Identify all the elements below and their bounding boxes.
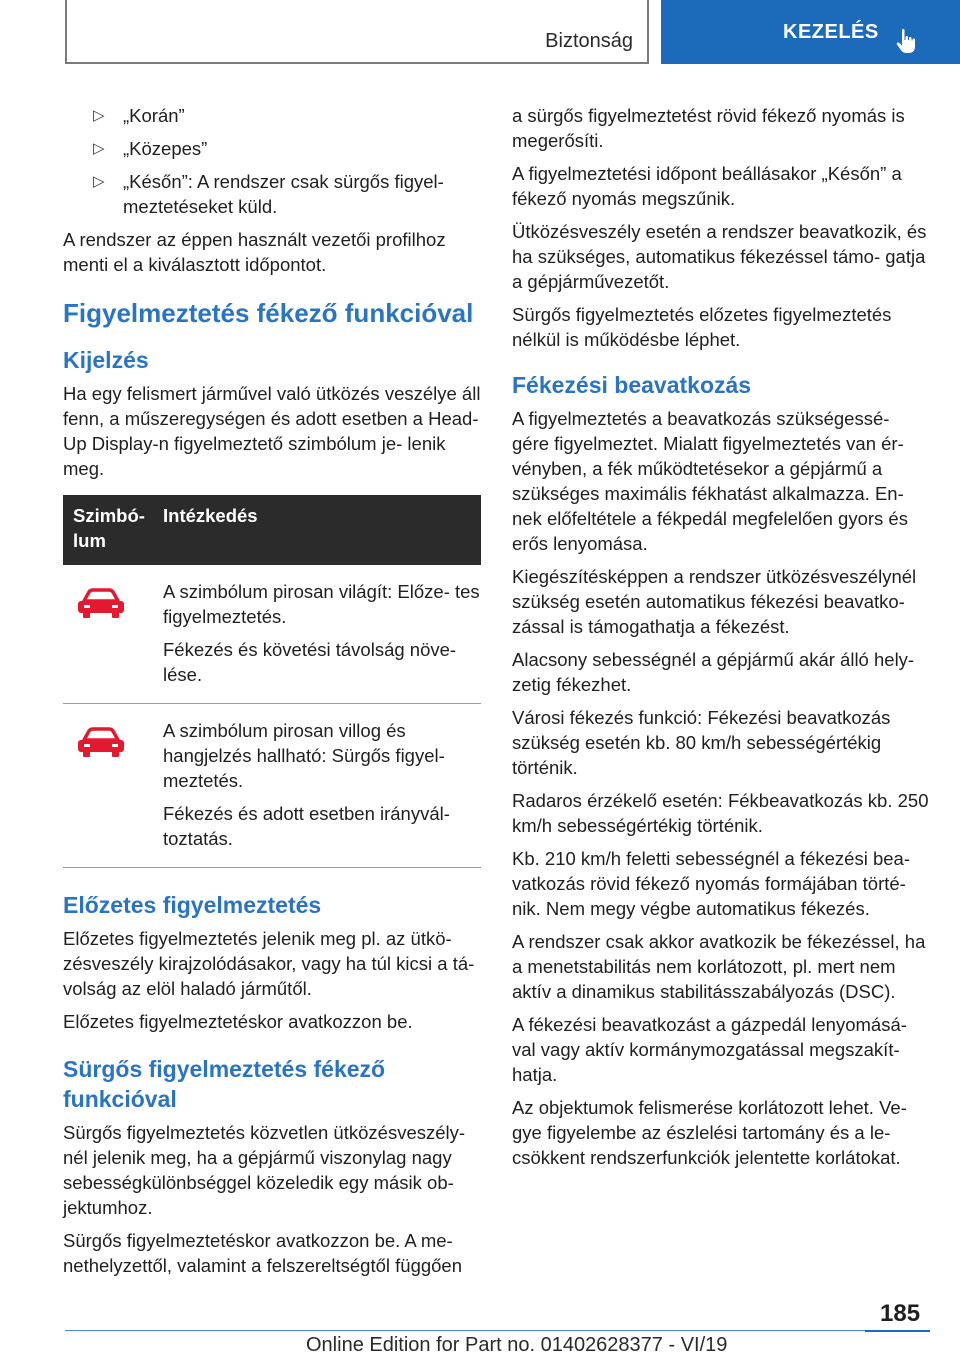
paragraph: Alacsony sebességnél a gépjármű akár álló hely- zetig fékezhet. [512,649,915,695]
footer-divider [65,1330,865,1331]
paragraph: Sürgős figyelmeztetéskor avatkozzon be. A me- nethelyzettől, valamint a felszereltségtől függően [63,1230,463,1276]
paragraph: Az objektumok felismerése korlátozott lehet. Ve- gye figyelembe az észlelési tartomány és a le- csökkent rendszerfunkciók jelentette korlátokat. [512,1097,907,1168]
paragraph: A rendszer az éppen használt vezetői profilhoz menti el a kiválasztott időpontot. [63,229,446,275]
table-row: A szimbólum pirosan világít: Előze- tes figyelmeztetés. Fékezés és követési távolság növe- lése. [63,565,481,704]
paragraph: A fékezési beavatkozást a gázpedál lenyomásá- val vagy aktív kormánymozgatással megszakít- hatja. [512,1014,907,1085]
triangle-bullet-icon: ▷ [93,140,105,157]
heading-figyelmeztetes: Figyelmeztetés fékező funkcióval [63,298,474,328]
paragraph: Sürgős figyelmeztetés közvetlen ütközésveszély- nél jelenik meg, ha a gépjármű viszonylag nagy sebességkülönbséggel közeledik egy másik ob- jektumhoz. [63,1122,466,1218]
section-title: Biztonság [545,30,633,52]
paragraph: Ha egy felismert járművel való ütközés veszélye áll fenn, a műszeregységen és adott esetben a Head-Up Display-n figyelmeztető szimbólum je- lenik meg. [63,383,481,479]
triangle-bullet-icon: ▷ [93,173,105,190]
heading-kijelzes: Kijelzés [63,347,149,373]
paragraph: Sürgős figyelmeztetés előzetes figyelmeztetés nélkül is működésbe léphet. [512,304,892,350]
header-frame [65,0,649,64]
heading-surgos: Sürgős figyelmeztetés fékező funkcióval [63,1056,386,1112]
table-header-action: Intézkedés [163,505,258,526]
chapter-title: KEZELÉS [783,20,879,43]
page-number: 185 [880,1300,921,1327]
car-warning-flashing-icon [75,726,127,760]
table-header-symbol: Szimbó- lum [73,505,145,551]
paragraph: A figyelmeztetési időpont beállásakor „Későn” a fékező nyomás megszűnik. [512,163,902,209]
paragraph: Ütközésveszély esetén a rendszer beavatkozik, és ha szükséges, automatikus fékezéssel támo- gatja a gépjárművezetőt. [512,221,927,292]
footer-edition: Online Edition for Part no. 01402628377 - VI/19 [306,1334,728,1356]
symbol-table [63,495,481,868]
list-item: ▷ „Későn”: A rendszer csak sürgős figyel- meztetéseket küld. [93,171,444,217]
car-warning-icon [75,587,127,621]
paragraph: Városi fékezés funkció: Fékezési beavatkozás szükség esetén kb. 80 km/h sebességértékig történik. [512,707,891,778]
paragraph: a sürgős figyelmeztetést rövid fékező nyomás is megerősíti. [512,105,905,151]
hand-pointer-icon [893,26,923,56]
table-header [63,495,481,565]
footer-divider-accent [865,1330,930,1332]
paragraph: Radaros érzékelő esetén: Fékbeavatkozás kb. 250 km/h sebességértékig történik. [512,790,929,836]
paragraph: Előzetes figyelmeztetés jelenik meg pl. az ütkö- zésveszély kirajzolódásakor, vagy ha túl kicsi a tá- volság az elöl haladó járműtől. [63,928,475,999]
paragraph: Kiegészítésképpen a rendszer ütközésveszélynél szükség esetén automatikus fékezési beavatko- zással is támogathatja a fékezést. [512,566,917,637]
list-item: ▷ „Közepes” [93,138,208,159]
paragraph: A figyelmeztetés a beavatkozás szükségessé- gére figyelmeztet. Mialatt figyelmeztetés van ér- vényben, a fék működtetésekor a gépjármű a szükséges maximális fékhatást alkalmazza. En- nek előfeltétele a fékpedál megfelelően gyors és erős lenyomása. [512,408,908,554]
heading-elozetes: Előzetes figyelmeztetés [63,892,322,918]
left-column [63,103,481,1286]
list-item: ▷ „Korán” [93,105,185,126]
heading-fekezesi: Fékezési beavatkozás [512,372,752,398]
paragraph: A rendszer csak akkor avatkozik be fékezéssel, ha a menetstabilitás nem korlátozott, pl. mert nem aktív a dinamikus stabilitásszabályozás (DSC). [512,931,926,1002]
right-column [512,103,930,1178]
triangle-bullet-icon: ▷ [93,107,105,124]
paragraph: Kb. 210 km/h feletti sebességnél a fékezési bea- vatkozás rövid fékező nyomás formájában törté- nik. Nem megy végbe automatikus fékezés. [512,848,910,919]
paragraph: Előzetes figyelmeztetéskor avatkozzon be. [63,1011,413,1032]
table-row: A szimbólum pirosan villog és hangjelzés hallható: Sürgős figyel- meztetés. Fékezés és adott esetben irányvál- toztatás. [63,704,481,868]
